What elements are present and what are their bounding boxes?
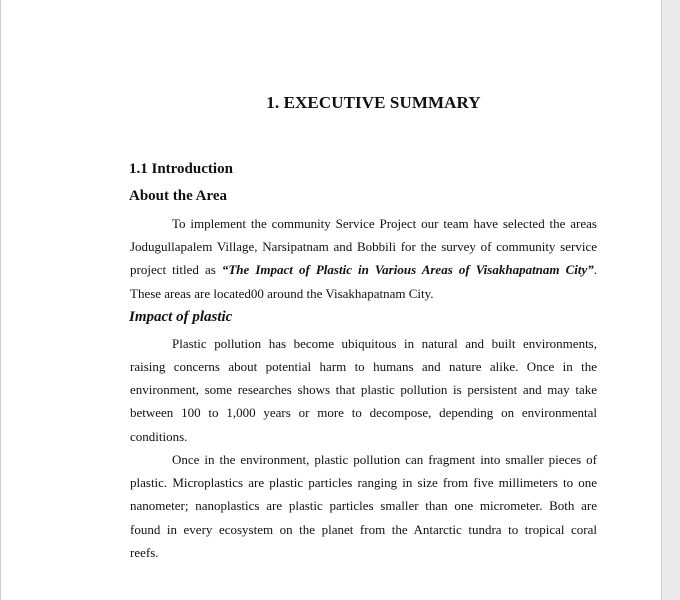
impact-p2-line-2: plastic. Microplastics are plastic particles ranging in size from five millimeters to one bbox=[130, 475, 597, 490]
about-heading: About the Area bbox=[129, 188, 228, 204]
impact-p1-line-2: raising concerns about potential harm to humans and nature alike. Once in the bbox=[130, 359, 597, 374]
section-title: 1. EXECUTIVE SUMMARY bbox=[266, 93, 481, 112]
about-line-1: To implement the community Service Project our team have selected the areas bbox=[172, 216, 597, 231]
about-line-4: These areas are located00 around the Visakhapatnam City. bbox=[130, 286, 434, 301]
impact-p2-line-4: found in every ecosystem on the planet from the Antarctic tundra to tropical coral bbox=[130, 522, 597, 537]
impact-p2-line-1: Once in the environment, plastic pollution can fragment into smaller pieces of bbox=[172, 452, 597, 467]
impact-p2-line-5: reefs. bbox=[130, 545, 159, 560]
impact-p1-line-5: conditions. bbox=[130, 429, 188, 444]
impact-p1-line-1: Plastic pollution has become ubiquitous in natural and built environments, bbox=[172, 336, 597, 351]
project-title: “The Impact of Plastic in Various Areas of Visakhapatnam City” bbox=[221, 262, 594, 277]
project-line-prefix: project titled as bbox=[130, 262, 222, 277]
about-line-2: Jodugullapalem Village, Narsipatnam and Bobbili for the survey of community service bbox=[130, 239, 597, 254]
about-line-3 bbox=[130, 262, 597, 278]
viewer-background-strip bbox=[662, 0, 680, 600]
subsection-title: 1.1 Introduction bbox=[129, 161, 233, 177]
impact-p2-line-3: nanometer; nanoplastics are plastic particles smaller than one micrometer. Both are bbox=[130, 498, 597, 513]
impact-p1-line-4: between 100 to 1,000 years or more to decompose, depending on environmental bbox=[130, 405, 597, 420]
impact-heading: Impact of plastic bbox=[129, 309, 233, 325]
project-line-suffix: . bbox=[593, 262, 598, 277]
impact-p1-line-3: environment, some researches shows that plastic pollution is persistent and may take bbox=[130, 382, 597, 397]
